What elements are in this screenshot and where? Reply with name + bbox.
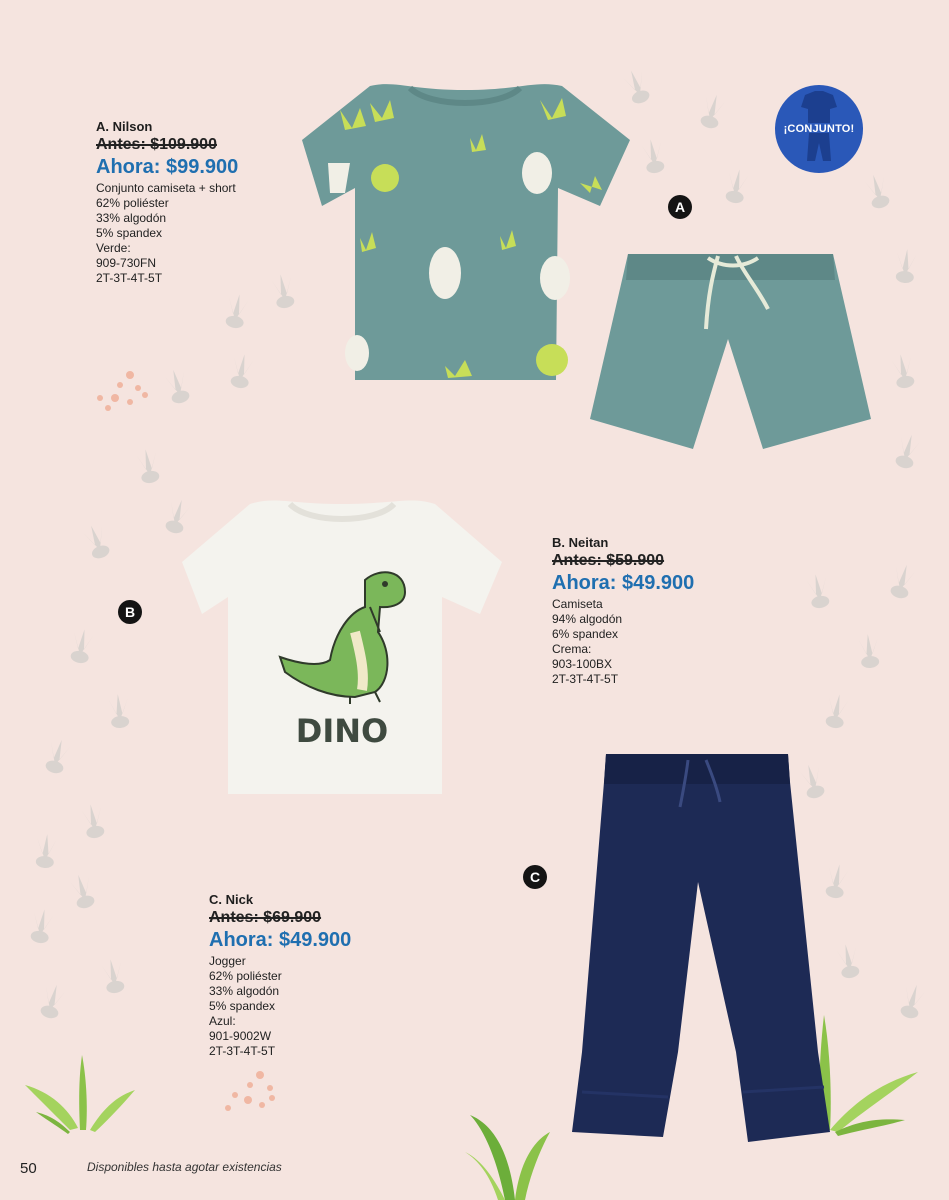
- price-now: Ahora: $49.900: [209, 929, 352, 952]
- product-detail: 909-730FN: [96, 256, 157, 271]
- product-b-info: [552, 535, 694, 687]
- product-detail: 5% spandex: [209, 999, 276, 1014]
- plant-left: [25, 1055, 135, 1134]
- product-detail: 62% poliéster: [96, 196, 169, 211]
- price-now: Ahora: $99.900: [96, 156, 239, 179]
- product-name: A. Nilson: [96, 119, 153, 134]
- product-detail: Crema:: [552, 642, 592, 657]
- dino-print-text: DINO: [295, 712, 389, 750]
- product-detail: 901-9002W: [209, 1029, 272, 1044]
- page-number: 50: [20, 1160, 37, 1177]
- badge-label: ¡CONJUNTO!: [783, 123, 855, 135]
- product-detail: 6% spandex: [552, 627, 619, 642]
- product-detail: 33% algodón: [96, 211, 167, 226]
- price-before: Antes: $59.900: [552, 552, 665, 570]
- price-now: Ahora: $49.900: [552, 572, 695, 595]
- price-before: Antes: $109.900: [96, 136, 217, 154]
- product-b-shirt-image: [180, 492, 505, 798]
- marker-b: B: [118, 600, 142, 624]
- product-detail: 62% poliéster: [209, 969, 282, 984]
- product-detail: 2T-3T-4T-5T: [209, 1044, 276, 1059]
- product-c-info: [209, 892, 351, 1059]
- conjunto-badge: [775, 85, 863, 173]
- product-detail: Conjunto camiseta + short: [96, 181, 236, 196]
- product-detail: 94% algodón: [552, 612, 623, 627]
- availability-note: Disponibles hasta agotar existencias: [87, 1160, 282, 1174]
- product-detail: 5% spandex: [96, 226, 163, 241]
- product-name: B. Neitan: [552, 535, 609, 550]
- product-detail: Verde:: [96, 241, 131, 256]
- product-detail: Jogger: [209, 954, 246, 969]
- price-before: Antes: $69.900: [209, 909, 322, 927]
- plant-bottom: [465, 1115, 550, 1200]
- product-detail: 903-100BX: [552, 657, 613, 672]
- product-a-info: [96, 119, 238, 286]
- product-detail: Azul:: [209, 1014, 236, 1029]
- product-a-shirt-image: [300, 78, 635, 383]
- product-c-jogger-image: [568, 752, 830, 1144]
- product-detail: 33% algodón: [209, 984, 280, 999]
- product-detail: Camiseta: [552, 597, 603, 612]
- marker-c: C: [523, 865, 547, 889]
- product-detail: 2T-3T-4T-5T: [552, 672, 619, 687]
- marker-a: A: [668, 195, 692, 219]
- product-detail: 2T-3T-4T-5T: [96, 271, 163, 286]
- product-name: C. Nick: [209, 892, 254, 907]
- product-a-shorts-image: [588, 244, 873, 452]
